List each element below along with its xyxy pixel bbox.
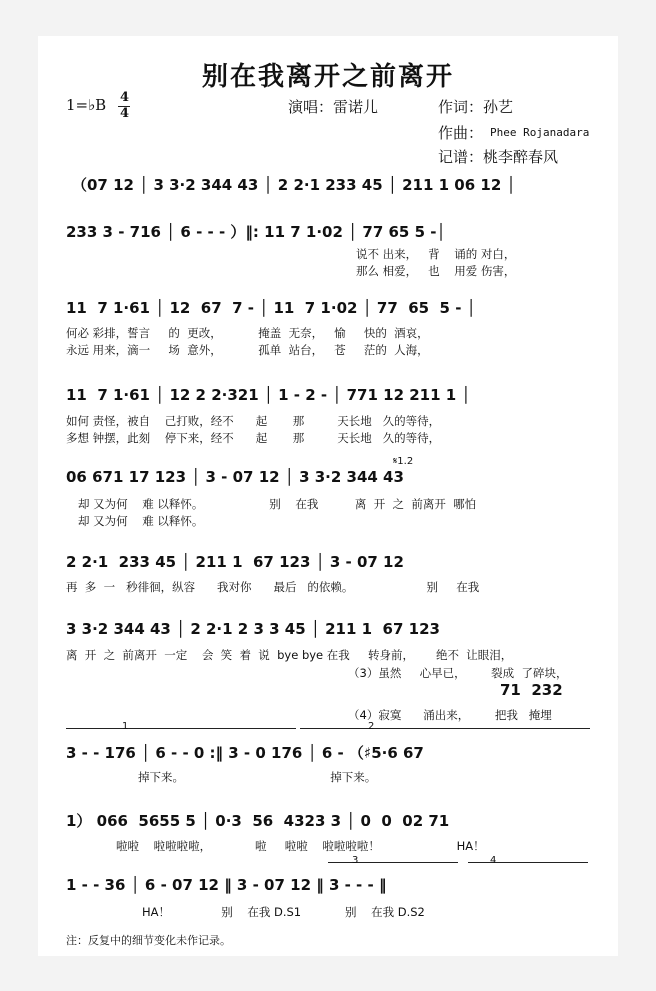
- volta-3-label: 3: [352, 855, 359, 866]
- song-title: 别在我离开之前离开: [201, 62, 454, 92]
- notation-line-9: 3 - - 176 │ 6 - - 0 :‖ 3 - 0 176 │ 6 - （♯5·6 67: [66, 744, 424, 762]
- lyric-line-3a: 何必 彩排，誓言 的 更改， 掩盖 无奈， 愉 快的 酒哀，: [66, 326, 429, 340]
- lyric-line-8: （4）寂寞 涌出来， 把我 掩埋: [348, 708, 552, 722]
- lyric-line-9: 掉下来。 掉下来。: [138, 770, 377, 784]
- composer-label: 作曲：: [438, 124, 484, 142]
- notation-line-7: 3 3·2 344 43 │ 2 2·1 2 3 3 45 │ 211 1 67 123: [66, 620, 440, 638]
- notation-line-10: 1） 066 5655 5 │ 0·3 56 4323 3 │ 0 0 02 71: [66, 812, 450, 830]
- segno-mark: 𝄋1.2: [393, 456, 414, 467]
- lyric-line-3b: 永远 用来，滴一 场 意外， 孤单 站台， 苍 茫的 人海，: [66, 343, 429, 357]
- lyric-line-6a: 再 多 一 秒徘徊，纵容 我对你 最后 的依赖。 别 在我: [66, 580, 480, 594]
- notation-line-2: 233 3 - 716 │ 6 - - - ）‖: 11 7 1·02 │ 77 65 5 -│: [66, 223, 446, 241]
- volta-4-label: 4: [490, 855, 497, 866]
- notation-line-6: 2 2·1 233 45 │ 211 1 67 123 │ 3 - 07 12: [66, 553, 404, 571]
- transcriber-credit: 记谱：桃李醉春风: [438, 148, 559, 166]
- time-signature-bottom: 4: [120, 106, 130, 121]
- key-signature: 1=♭B: [66, 96, 107, 114]
- lyricist-credit: 作词：孙艺: [438, 98, 514, 116]
- volta-1-label: 1: [122, 721, 129, 732]
- notation-line-5: 06 671 17 123 │ 3 - 07 12 │ 3 3·2 344 43: [66, 468, 404, 486]
- notation-line-1: （07 12 │ 3 3·2 344 43 │ 2 2·1 233 45 │ 211 1 06 12 │: [72, 176, 516, 194]
- composer-name: Phee Rojanadara: [490, 126, 590, 139]
- notation-line-8: 71 232: [500, 681, 563, 699]
- sheet-music-page: [38, 36, 618, 956]
- notation-line-3: 11 7 1·61 │ 12 67 7 - │ 11 7 1·02 │ 77 65 5 - │: [66, 299, 476, 317]
- time-signature-top: 4: [120, 90, 130, 105]
- lyric-line-4a: 如何 责怪，被自 己打败，经不 起 那 天长地 久的等待，: [66, 414, 441, 428]
- notation-line-4: 11 7 1·61 │ 12 2 2·321 │ 1 - 2 - │ 771 12 211 1 │: [66, 386, 471, 404]
- lyric-line-2b: 那么 相爱， 也 用爱 伤害，: [356, 264, 516, 278]
- lyric-line-4b: 多想 钟摆，此刻 停下来，经不 起 那 天长地 久的等待，: [66, 431, 441, 445]
- lyric-line-5b: 却 又为何 难 以释怀。: [78, 514, 204, 528]
- lyric-line-5a: 却 又为何 难 以释怀。 别 在我 离 开 之 前离开 哪怕: [78, 497, 477, 511]
- notation-line-11: 1 - - 36 │ 6 - 07 12 ‖ 3 - 07 12 ‖ 3 - - - ‖: [66, 876, 387, 894]
- lyric-line-2a: 说不 出来， 背 诵的 对白，: [356, 247, 516, 261]
- lyric-line-7b: （3）虽然 心早已， 裂成 了碎块，: [348, 666, 568, 680]
- lyric-line-11: HA！ 别 在我 D.S1 别 在我 D.S2: [142, 905, 425, 919]
- footnote: 注：反复中的细节变化未作记录。: [66, 934, 231, 947]
- singer-credit: 演唱：雷诺儿: [288, 98, 379, 116]
- volta-2-label: 2: [368, 721, 375, 732]
- lyric-line-10: 啦啦 啦啦啦啦， 啦 啦啦 啦啦啦啦！ HA！: [116, 839, 485, 853]
- lyric-line-7a: 离 开 之 前离开 一定 会 笑 着 说 bye bye 在我 转身前， 绝不 让眼泪，: [66, 648, 513, 662]
